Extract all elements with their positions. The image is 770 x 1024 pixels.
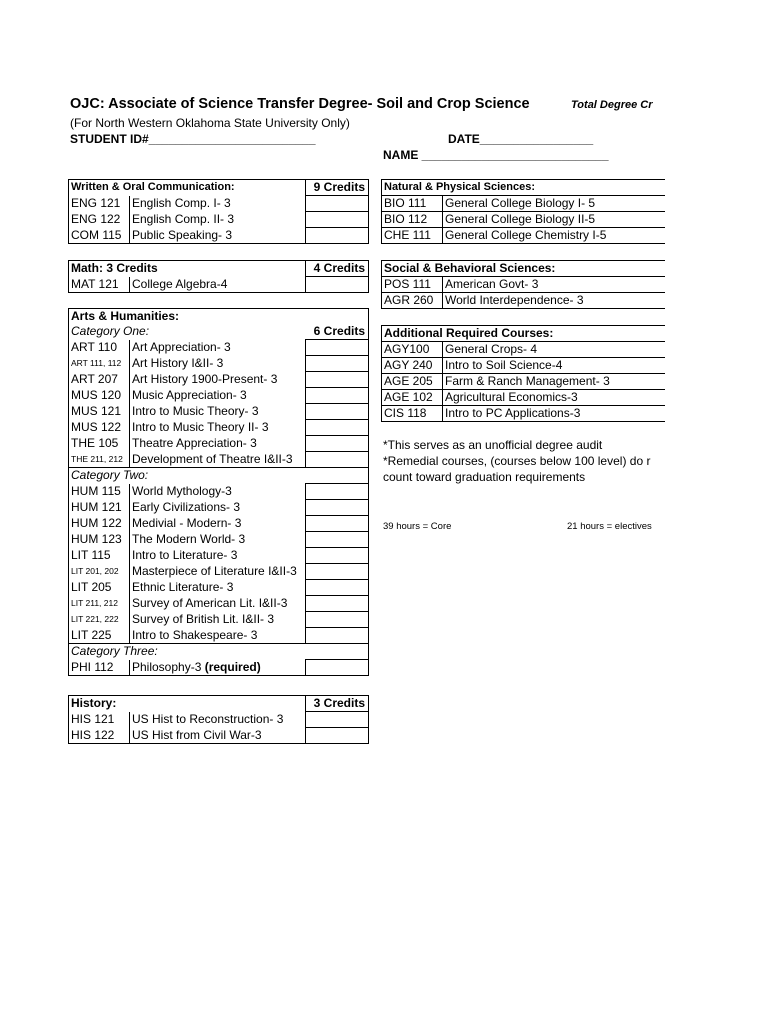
course-code: AGY 240 <box>382 358 443 374</box>
course-title: American Govt- 3 <box>443 277 666 293</box>
grade-cell[interactable] <box>306 388 369 404</box>
course-code: CIS 118 <box>382 406 443 422</box>
course-row <box>382 293 666 309</box>
course-title: General College Biology I- 5 <box>443 196 666 212</box>
section-heading: Additional Required Courses: <box>382 326 666 342</box>
course-row <box>382 228 666 244</box>
note-graduation: count toward graduation requirements <box>383 470 586 484</box>
course-row <box>382 358 666 374</box>
course-title: Art Appreciation- 3 <box>130 340 306 356</box>
section-heading: History: <box>69 696 306 712</box>
course-code: LIT 221, 222 <box>69 612 130 628</box>
core-hours-label: 39 hours = Core <box>383 521 452 532</box>
category-label: Category Two: <box>69 468 306 484</box>
course-code: AGR 260 <box>382 293 443 309</box>
course-code: BIO 112 <box>382 212 443 228</box>
course-row <box>382 374 666 390</box>
note-unofficial-audit: *This serves as an unofficial degree audit <box>383 438 603 452</box>
course-row <box>69 420 369 436</box>
student-id-field[interactable]: STUDENT ID#_________________________ <box>70 132 316 146</box>
course-title: General Crops- 4 <box>443 342 666 358</box>
course-row <box>69 596 369 612</box>
course-title: English Comp. II- 3 <box>130 212 306 228</box>
course-title: Medivial - Modern- 3 <box>130 516 306 532</box>
category-label: Category Three: <box>69 644 306 660</box>
course-code: MAT 121 <box>69 277 130 293</box>
course-code: LIT 225 <box>69 628 130 644</box>
course-title: Intro to Soil Science-4 <box>443 358 666 374</box>
elective-hours-label: 21 hours = electives <box>567 521 652 532</box>
course-title: World Interdependence- 3 <box>443 293 666 309</box>
course-row <box>69 340 369 356</box>
course-title: Intro to Shakespeare- 3 <box>130 628 306 644</box>
course-code: ENG 121 <box>69 196 130 212</box>
section-heading: Arts & Humanities: <box>69 309 369 325</box>
credits-label: 4 Credits <box>306 261 369 277</box>
page-subtitle: (For North Western Oklahoma State University Only) <box>70 116 350 130</box>
course-title: College Algebra-4 <box>130 277 306 293</box>
additional-courses-table <box>381 325 665 422</box>
grade-cell[interactable] <box>306 212 369 228</box>
course-code: HUM 123 <box>69 532 130 548</box>
grade-cell[interactable] <box>306 277 369 293</box>
grade-cell[interactable] <box>306 228 369 244</box>
category-label: Category One: <box>69 324 306 340</box>
course-code: LIT 115 <box>69 548 130 564</box>
course-code: AGY100 <box>382 342 443 358</box>
course-row <box>382 277 666 293</box>
section-heading: Written & Oral Communication: <box>69 180 306 196</box>
grade-cell[interactable] <box>306 372 369 388</box>
course-code: ART 110 <box>69 340 130 356</box>
grade-cell[interactable] <box>306 340 369 356</box>
required-label: (required) <box>204 659 261 674</box>
course-row <box>69 372 369 388</box>
course-title: The Modern World- 3 <box>130 532 306 548</box>
course-code: ART 111, 112 <box>69 356 130 372</box>
grade-cell[interactable] <box>306 452 369 468</box>
course-title: Early Civilizations- 3 <box>130 500 306 516</box>
course-title: Survey of British Lit. I&II- 3 <box>130 612 306 628</box>
course-title: Farm & Ranch Management- 3 <box>443 374 666 390</box>
grade-cell[interactable] <box>306 436 369 452</box>
course-row <box>382 342 666 358</box>
course-row <box>382 390 666 406</box>
credits-label: 6 Credits <box>306 324 369 340</box>
grade-cell[interactable] <box>306 356 369 372</box>
course-title: Intro to Literature- 3 <box>130 548 306 564</box>
course-code: PHI 112 <box>69 660 130 676</box>
course-row <box>69 404 369 420</box>
section-heading: Math: 3 Credits <box>69 261 306 277</box>
course-code: HUM 122 <box>69 516 130 532</box>
grade-cell[interactable] <box>306 516 369 532</box>
course-code: LIT 205 <box>69 580 130 596</box>
course-title: General College Chemistry I-5 <box>443 228 666 244</box>
course-row <box>69 356 369 372</box>
grade-cell[interactable] <box>306 628 369 644</box>
grade-cell[interactable] <box>306 660 369 676</box>
arts-humanities-table <box>68 308 369 676</box>
course-row <box>69 532 369 548</box>
grade-cell[interactable] <box>306 500 369 516</box>
course-row <box>69 516 369 532</box>
course-code: MUS 121 <box>69 404 130 420</box>
grade-cell[interactable] <box>306 548 369 564</box>
course-title: Ethnic Literature- 3 <box>130 580 306 596</box>
date-field[interactable]: DATE_________________ <box>448 132 594 146</box>
grade-cell[interactable] <box>306 712 369 728</box>
math-table <box>68 260 369 293</box>
course-code: ART 207 <box>69 372 130 388</box>
course-row <box>69 612 369 628</box>
course-title: General College Biology II-5 <box>443 212 666 228</box>
course-code: HUM 121 <box>69 500 130 516</box>
course-title: Music Appreciation- 3 <box>130 388 306 404</box>
course-title: Public Speaking- 3 <box>130 228 306 244</box>
course-code: AGE 205 <box>382 374 443 390</box>
course-title: Intro to PC Applications-3 <box>443 406 666 422</box>
history-table <box>68 695 369 744</box>
course-row <box>69 484 369 500</box>
course-row <box>382 406 666 422</box>
course-code: COM 115 <box>69 228 130 244</box>
course-code: CHE 111 <box>382 228 443 244</box>
course-title: Theatre Appreciation- 3 <box>130 436 306 452</box>
course-code: POS 111 <box>382 277 443 293</box>
course-row <box>69 548 369 564</box>
natural-sciences-table <box>381 179 665 244</box>
course-code: HIS 122 <box>69 728 130 744</box>
course-title: Survey of American Lit. I&II-3 <box>130 596 306 612</box>
grade-cell[interactable] <box>306 196 369 212</box>
course-code: THE 105 <box>69 436 130 452</box>
course-code: ENG 122 <box>69 212 130 228</box>
section-heading: Natural & Physical Sciences: <box>382 180 666 196</box>
course-title: Intro to Music Theory- 3 <box>130 404 306 420</box>
grade-cell[interactable] <box>306 420 369 436</box>
course-title: US Hist to Reconstruction- 3 <box>130 712 306 728</box>
course-code: LIT 211, 212 <box>69 596 130 612</box>
course-code: HUM 115 <box>69 484 130 500</box>
note-remedial-courses: *Remedial courses, (courses below 100 level) do r <box>383 454 651 468</box>
course-title: Art History 1900-Present- 3 <box>130 372 306 388</box>
grade-cell[interactable] <box>306 580 369 596</box>
credits-label: 9 Credits <box>306 180 369 196</box>
course-code: LIT 201, 202 <box>69 564 130 580</box>
grade-cell[interactable] <box>306 612 369 628</box>
course-title: Agricultural Economics-3 <box>443 390 666 406</box>
grade-cell[interactable] <box>306 532 369 548</box>
course-code: BIO 111 <box>382 196 443 212</box>
course-row <box>69 388 369 404</box>
social-sciences-table <box>381 260 665 309</box>
course-code: AGE 102 <box>382 390 443 406</box>
course-row <box>69 564 369 580</box>
course-title: World Mythology-3 <box>130 484 306 500</box>
course-code: THE 211, 212 <box>69 452 130 468</box>
written-oral-table <box>68 179 369 244</box>
total-degree-credits-label: Total Degree Cr <box>571 99 653 111</box>
course-row <box>382 196 666 212</box>
course-title: Development of Theatre I&II-3 <box>130 452 306 468</box>
course-row <box>69 580 369 596</box>
grade-cell[interactable] <box>306 564 369 580</box>
section-heading: Social & Behavioral Sciences: <box>382 261 666 277</box>
course-title: Philosophy-3 (required) <box>130 660 306 676</box>
course-row <box>69 628 369 644</box>
grade-cell[interactable] <box>306 484 369 500</box>
grade-cell[interactable] <box>306 728 369 744</box>
course-row <box>69 500 369 516</box>
page-title: OJC: Associate of Science Transfer Degree- Soil and Crop Science <box>70 96 530 112</box>
course-row <box>69 452 369 468</box>
grade-cell[interactable] <box>306 596 369 612</box>
course-row <box>382 212 666 228</box>
name-field[interactable]: NAME ____________________________ <box>383 148 609 162</box>
course-title: US Hist from Civil War-3 <box>130 728 306 744</box>
course-title: Art History I&II- 3 <box>130 356 306 372</box>
grade-cell[interactable] <box>306 404 369 420</box>
course-title: English Comp. I- 3 <box>130 196 306 212</box>
course-code: MUS 122 <box>69 420 130 436</box>
course-row <box>69 436 369 452</box>
course-title: Intro to Music Theory II- 3 <box>130 420 306 436</box>
credits-label: 3 Credits <box>306 696 369 712</box>
course-title: Masterpiece of Literature I&II-3 <box>130 564 306 580</box>
course-code: MUS 120 <box>69 388 130 404</box>
course-code: HIS 121 <box>69 712 130 728</box>
